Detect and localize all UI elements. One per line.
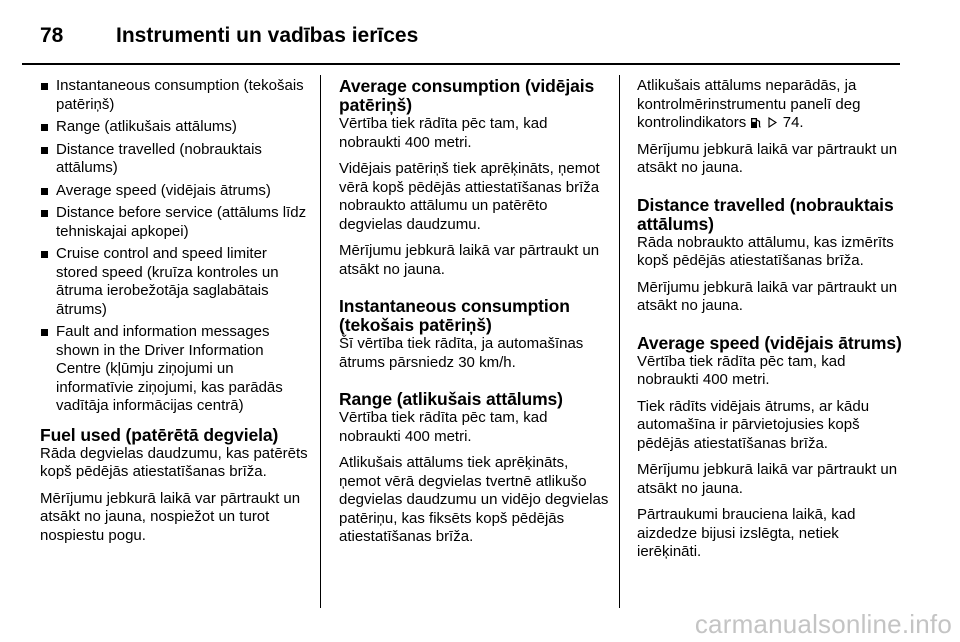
section-heading-average-speed: Average speed (vidējais ātrums) xyxy=(637,332,902,353)
paragraph: Šī vērtība tiek rādīta, ja automašīnas ātrums pārsniedz 30 km/h. xyxy=(339,335,584,371)
paragraph: Vērtība tiek rādīta pēc tam, kad nobraukti 400 metri. xyxy=(339,115,548,151)
paragraph: Rāda nobraukto attālumu, kas izmērīts kopš pēdējās atiestatīšanas brīža. xyxy=(637,233,894,269)
paragraph: Mērījumu jebkurā laikā var pārtraukt un atsākt no jauna, nospiežot un turot nospiestu pogu. xyxy=(40,489,301,544)
paragraph: Tiek rādīts vidējais ātrums, ar kādu automašīna ir pārvietojusies kopš pēdējās atiestatīšanas brīža. xyxy=(637,397,870,452)
list-item: Average speed (vidējais ātrums) xyxy=(40,182,312,201)
list-item: Instantaneous consumption (tekošais patēriņš) xyxy=(40,77,312,114)
page-number: 78 xyxy=(40,24,64,47)
section-heading-instantaneous-consumption: Instantaneous consumption (tekošais patēriņš) xyxy=(339,296,570,335)
display-options-list xyxy=(40,77,312,416)
section-heading-range: Range (atlikušais attālums) xyxy=(339,389,563,409)
list-item: Range (atlikušais attālums) xyxy=(40,118,312,137)
section-heading-average-consumption: Average consumption (vidējais patēriņš) xyxy=(339,76,595,115)
column-divider-2 xyxy=(619,75,620,608)
paragraph: Mērījumu jebkurā laikā var pārtraukt un atsākt no jauna. xyxy=(637,461,898,497)
list-item: Distance travelled (nobrauktais attālums) xyxy=(40,141,312,178)
watermark: carmanualsonline.info xyxy=(694,609,952,639)
section-heading-fuel-used: Fuel used (patērētā degviela) xyxy=(40,424,279,445)
paragraph: Atlikušais attālums tiek aprēķināts, ņemot vērā degvielas tvertnē atlikušo degvielas daudzumu un vidējo degvielas patēriņu, kas fiksēts kopš pēdējās atiestatīšanas brīža. xyxy=(339,454,609,545)
paragraph: Pārtraukumi brauciena laikā, kad aizdedze bijusi izslēgta, netiek ierēķināti. xyxy=(637,506,856,560)
page-reference-arrow-icon xyxy=(767,116,779,129)
paragraph: Vērtība tiek rādīta pēc tam, kad nobraukti 400 metri. xyxy=(339,409,548,445)
header-divider xyxy=(22,63,900,65)
column-3 xyxy=(637,77,903,570)
paragraph xyxy=(637,77,903,133)
paragraph: Mērījumu jebkurā laikā var pārtraukt un atsākt no jauna. xyxy=(637,278,898,314)
range-note-text: Atlikušais attālums neparādās, ja kontrolmērinstrumentu panelī deg kontrolindikators xyxy=(637,77,861,131)
page-reference: 74. xyxy=(782,114,804,131)
column-1 xyxy=(40,77,312,553)
fuel-pump-icon xyxy=(750,116,762,129)
column-divider-1 xyxy=(320,75,321,608)
column-2 xyxy=(339,77,609,555)
page-header xyxy=(40,16,900,56)
page-title: Instrumenti un vadības ierīces xyxy=(116,24,419,47)
paragraph: Mērījumu jebkurā laikā var pārtraukt un atsākt no jauna. xyxy=(637,140,898,176)
list-item: Fault and information messages shown in the Driver Information Centre (kļūmju ziņojumi un informatīvie ziņojumi, kas parādās vadītāja informācijas centrā) xyxy=(40,323,312,416)
list-item: Cruise control and speed limiter stored speed (kruīza kontroles un ātruma ierobežotāja saglabātais ātrums) xyxy=(40,245,312,319)
paragraph: Rāda degvielas daudzumu, kas patērēts kopš pēdējās atiestatīšanas brīža. xyxy=(40,444,308,480)
paragraph: Vidējais patēriņš tiek aprēķināts, ņemot vērā kopš pēdējās attiestatīšanas brīža nobraukto attālumu un patērēto degvielas daudzumu. xyxy=(339,160,600,233)
paragraph: Mērījumu jebkurā laikā var pārtraukt un atsākt no jauna. xyxy=(339,242,600,278)
paragraph: Vērtība tiek rādīta pēc tam, kad nobraukti 400 metri. xyxy=(637,352,846,388)
list-item: Distance before service (attālums līdz tehniskajai apkopei) xyxy=(40,204,312,241)
section-heading-distance-travelled: Distance travelled (nobrauktais attālums) xyxy=(637,194,894,234)
